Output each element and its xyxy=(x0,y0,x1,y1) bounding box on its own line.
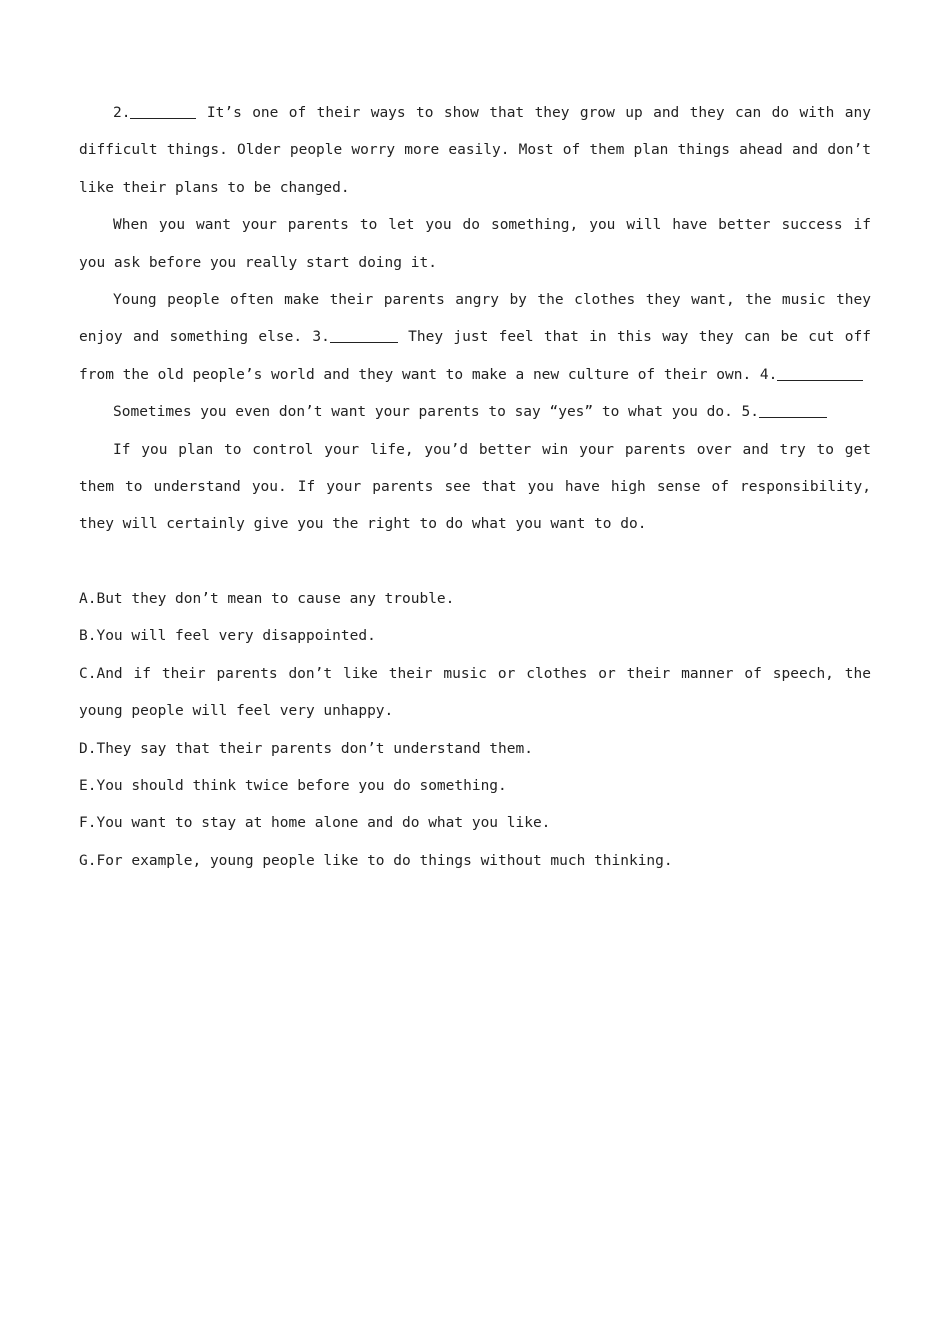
paragraph-2-text: When you want your parents to let you do something, you will have better success if you ask before you really start doing it. xyxy=(79,217,871,271)
paragraph-4-text: Sometimes you even don’t want your parents to say “yes” to what you do. xyxy=(113,404,742,421)
options-list xyxy=(79,581,871,880)
paragraph-2 xyxy=(79,207,871,282)
blank-number-3: 3. xyxy=(312,329,330,346)
answer-blank-4[interactable] xyxy=(777,365,863,381)
paragraph-5-text: If you plan to control your life, you’d better win your parents over and try to get them to understand you. If your parents see that you have high sense of responsibility, they will certainly give you the right to do what you want to do. xyxy=(79,441,871,533)
option-b: B.You will feel very disappointed. xyxy=(79,628,376,645)
option-c: C.And if their parents don’t like their music or clothes or their manner of speech, the young people will feel very unhappy. xyxy=(79,665,871,720)
blank-number-5: 5. xyxy=(741,404,760,421)
answer-blank-2[interactable] xyxy=(130,104,196,120)
document-page xyxy=(79,95,871,880)
paragraph-3-text-b: They just feel that in this way they can be cut off from the old people’s world and they want to make a new culture of their own. xyxy=(79,329,871,383)
option-e: E.You should think twice before you do something. xyxy=(79,777,507,794)
paragraph-4 xyxy=(79,394,871,431)
paragraph-3 xyxy=(79,282,871,394)
option-f: F.You want to stay at home alone and do what you like. xyxy=(79,815,551,832)
paragraph-1-text: It’s one of their ways to show that they grow up and they can do with any difficult things. Older people worry more easily. Most of them plan things ahead and don’t like their plans to be changed. xyxy=(79,105,871,196)
blank-number-4: 4. xyxy=(759,366,778,383)
answer-blank-3[interactable] xyxy=(330,328,398,344)
option-g: G.For example, young people like to do things without much thinking. xyxy=(79,852,673,869)
paragraph-5 xyxy=(79,432,871,544)
paragraph-1 xyxy=(79,95,871,207)
option-d: D.They say that their parents don’t understand them. xyxy=(79,740,533,757)
blank-number-2: 2. xyxy=(113,105,131,121)
answer-blank-5[interactable] xyxy=(759,403,827,419)
paragraph-3-text-a: Young people often make their parents angry by the clothes they want, the music they enjoy and something else. xyxy=(79,292,871,346)
option-a: A.But they don’t mean to cause any trouble. xyxy=(79,590,455,607)
